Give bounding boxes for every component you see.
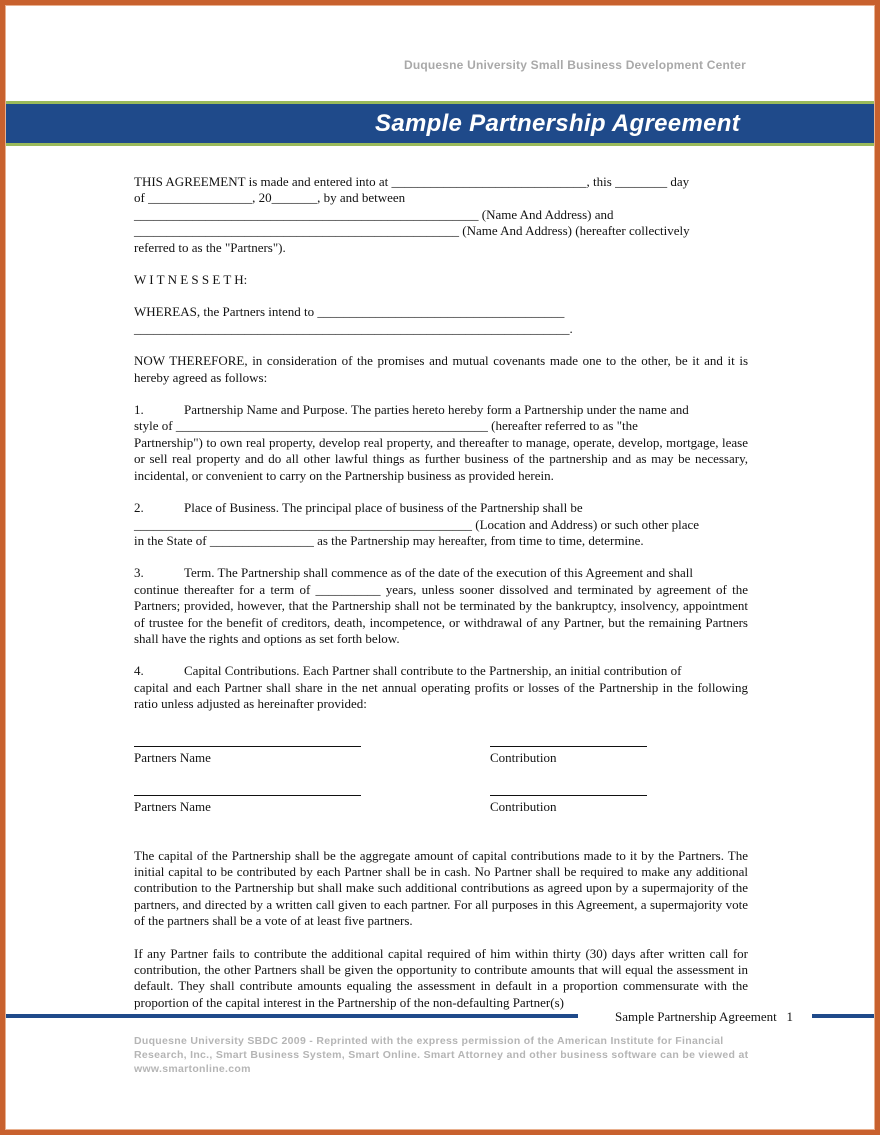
whereas-line: ___________________________________________________________________. [134, 320, 573, 336]
contribution-line [490, 795, 647, 796]
section-text: capital and each Partner shall share in the net annual operating profits or losses of the Partnership in the following ratio unless adjusted as hereinafter provided: [134, 679, 748, 712]
contribution-label: Contribution [490, 798, 557, 814]
section-text: Partnership") to own real property, develop real property, and thereafter to manage, operate, develop, mortgage, lease or sell real property and do all other lawful things as further business of the partnership and as may be necessary, incidental, or convenient to carry on the Partnership business as provided herein. [134, 434, 748, 483]
section-number: 2. [134, 500, 144, 516]
intro-line: THIS AGREEMENT is made and entered into at ______________________________, this ________ day [134, 174, 690, 189]
intro-line: referred to as the "Partners"). [134, 239, 286, 255]
signature-row [134, 746, 748, 795]
whereas-clause [134, 304, 748, 337]
organization-header: Duquesne University Small Business Development Center [403, 58, 746, 72]
contribution-line [490, 746, 647, 747]
section-line: style of ________________________________________________ (hereafter referred to as "the [134, 418, 638, 434]
whereas-line: WHEREAS, the Partners intend to ______________________________________ [134, 304, 565, 320]
partner-name-label: Partners Name [134, 749, 211, 765]
intro-line: __________________________________________________ (Name And Address) (hereafter collectively [134, 223, 690, 239]
partner-name-line [134, 746, 361, 747]
now-therefore-paragraph: NOW THEREFORE, in consideration of the promises and mutual covenants made one to the other, be it and it is hereby agreed as follows: [134, 353, 748, 385]
page-footer [615, 1009, 793, 1025]
section-1 [134, 402, 748, 484]
section-first-line: Partnership Name and Purpose. The parties hereto hereby form a Partnership under the name and [184, 402, 689, 418]
capital-paragraph: The capital of the Partnership shall be the aggregate amount of capital contributions made to it by the Partners. The initial capital to be contributed by each Partner shall be in cash. No Partner shall be required to make any additional contribution to the Partnership but shall make such additional contributions as agreed upon by a supermajority of the partners, and directed by a written call given to each partner. For all purposes in this Agreement, a supermajority vote of the partners shall be a vote of at least five partners. [134, 847, 748, 929]
witnesseth-heading: W I T N E S S E T H: [134, 272, 248, 288]
section-number: 1. [134, 402, 144, 418]
footer-rule [812, 1014, 874, 1018]
section-4 [134, 663, 748, 712]
section-number: 3. [134, 565, 144, 581]
agreement-body [134, 174, 748, 1011]
section-number: 4. [134, 663, 144, 679]
intro-line: of ________________, 20_______, by and between [134, 190, 406, 206]
section-3 [134, 565, 748, 647]
intro-paragraph [134, 174, 748, 256]
signature-row [134, 795, 748, 844]
section-text: continue thereafter for a term of __________ years, unless sooner dissolved and terminated by agreement of the Partners; provided, however, that the Partnership shall not be terminated by the bankruptcy, insolvency, appointment of trustee for the benefit of creditors, death, incompetence, or withdrawal of any Partner, but the remaining Partners shall have the rights and options as set forth below. [134, 581, 748, 646]
section-2 [134, 500, 748, 549]
section-first-line: Capital Contributions. Each Partner shall contribute to the Partnership, an initial contribution of [184, 663, 682, 679]
section-line: ____________________________________________________ (Location and Address) or such other place [134, 516, 700, 532]
document-title: Sample Partnership Agreement [375, 110, 740, 137]
partner-name-label: Partners Name [134, 798, 211, 814]
intro-line: _____________________________________________________ (Name And Address) and [134, 206, 614, 222]
footer-document-name: Sample Partnership Agreement [615, 1009, 777, 1024]
title-bar [6, 101, 874, 146]
reprint-notice: Duquesne University SBDC 2009 - Reprinted with the express permission of the American Institute for Financial Research, Inc., Smart Business System, Smart Online. Smart Attorney and other business software can be viewed at www.smartonline.com [134, 1035, 749, 1075]
section-first-line: Term. The Partnership shall commence as of the date of the execution of this Agreement and shall [184, 565, 693, 581]
footer-rule [6, 1014, 578, 1018]
section-line: in the State of ________________ as the Partnership may hereafter, from time to time, determine. [134, 532, 644, 548]
partner-name-line [134, 795, 361, 796]
page-number: 1 [786, 1009, 793, 1024]
default-paragraph: If any Partner fails to contribute the additional capital required of him within thirty (30) days after written call for contribution, the other Partners shall be given the opportunity to contribute amounts that will equal the assessment in default. They shall contribute amounts equaling the assessment in default in a proportion commensurate with the proportion of the capital interest in the Partnership of the non-defaulting Partner(s) [134, 945, 748, 1010]
section-first-line: Place of Business. The principal place of business of the Partnership shall be [184, 500, 583, 516]
contribution-label: Contribution [490, 749, 557, 765]
